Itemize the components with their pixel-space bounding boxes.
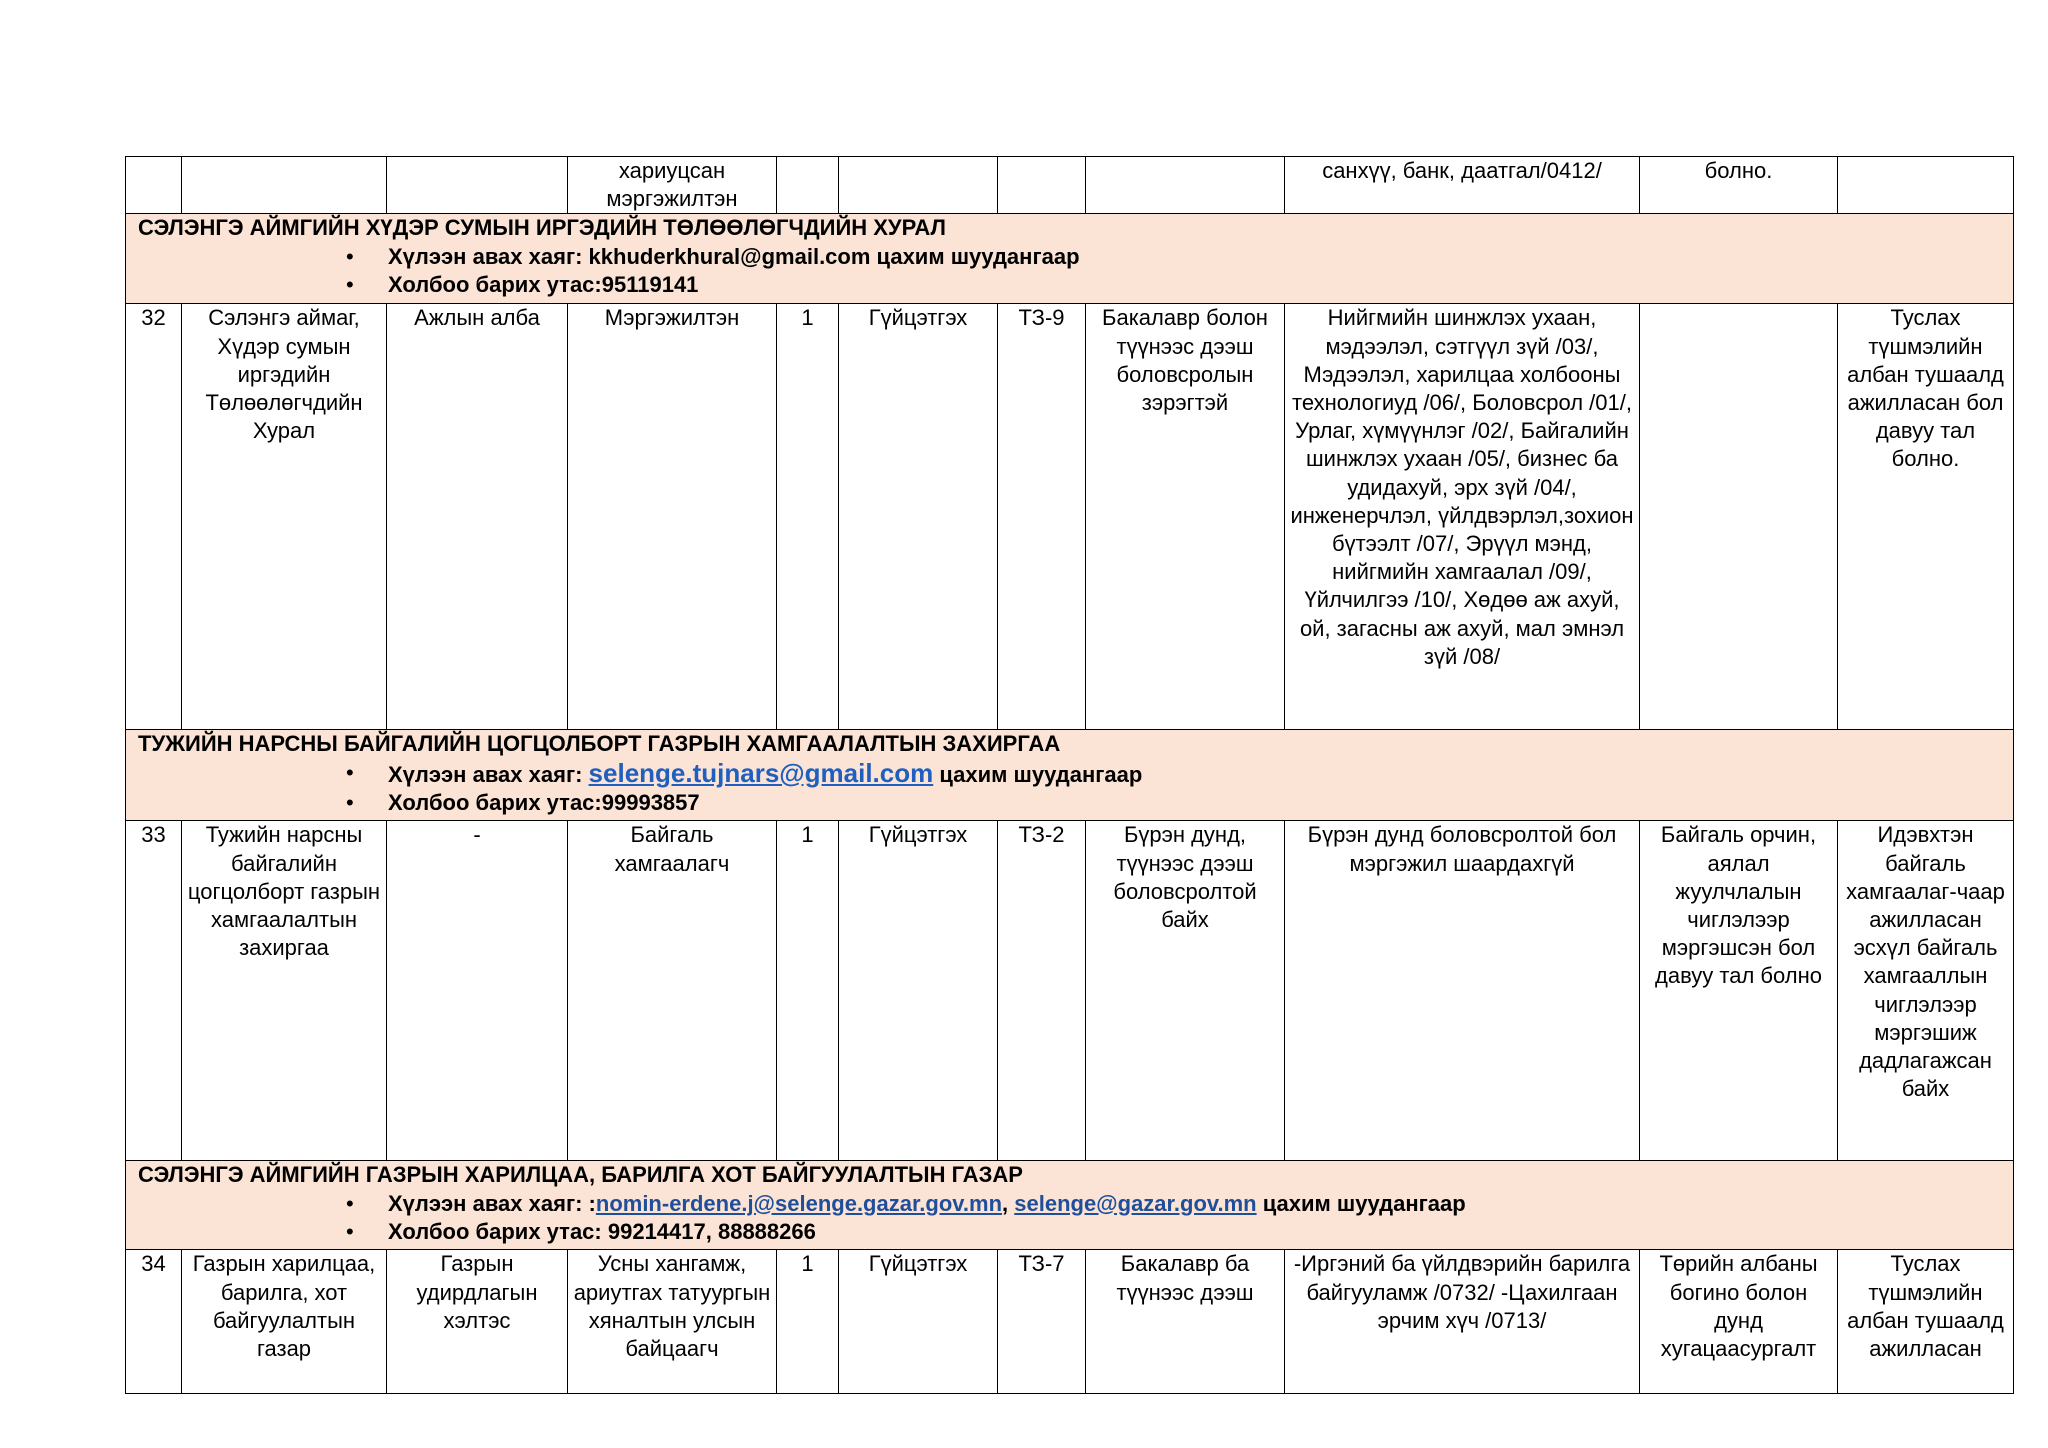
cell-unit: Ажлын алба xyxy=(387,304,568,730)
cell-position: хариуцсан мэргэжилтэн xyxy=(568,157,777,214)
cell-count: 1 xyxy=(777,1250,839,1394)
cell-unit: Газрын удирдлагын хэлтэс xyxy=(387,1250,568,1394)
cell-position: Мэргэжилтэн xyxy=(568,304,777,730)
cell-unit xyxy=(387,157,568,214)
email-separator: , xyxy=(1002,1190,1015,1216)
cell-profession: санхүү, банк, даатгал/0412/ xyxy=(1285,157,1640,214)
email-line xyxy=(388,759,2003,789)
cell-position: Усны хангамж, ариутгах татуургын хяналтын улсын байцаагч xyxy=(568,1250,777,1394)
section-header-cell xyxy=(126,730,2014,821)
cell-num: 32 xyxy=(126,304,182,730)
email-line xyxy=(388,1190,2003,1218)
cell-num: 34 xyxy=(126,1250,182,1394)
phone-line: • Холбоо барих утас:95119141 xyxy=(388,271,2003,299)
table-row xyxy=(126,821,2014,1161)
email-label: Хүлээн авах хаяг: : xyxy=(388,1190,596,1216)
phone-line: • Холбоо барих утас:99993857 xyxy=(388,789,2003,817)
cell-training: Байгаль орчин, аялал жуулчлалын чиглэлээр мэргэшсэн бол давуу тал болно xyxy=(1640,821,1838,1161)
cell-rank: ТЗ-7 xyxy=(998,1250,1086,1394)
cell-education xyxy=(1086,157,1285,214)
cell-org: Сэлэнгэ аймаг, Хүдэр сумын иргэдийн Төлөөлөгчдийн Хурал xyxy=(182,304,387,730)
cell-additional: Идэвхтэн байгаль хамгаалаг-чаар ажилласан эсхүл байгаль хамгааллын чиглэлээр мэргэшиж дадлагажсан байх xyxy=(1838,821,2014,1161)
cell-education: Бакалавр болон түүнээс дээш боловсролын зэрэгтэй xyxy=(1086,304,1285,730)
email-line xyxy=(388,243,2003,271)
email-suffix: цахим шуудангаар xyxy=(870,243,1080,269)
cell-profession: Нийгмийн шинжлэх ухаан, мэдээлэл, сэтгүүл зүй /03/, Мэдээлэл, харилцаа холбооны технологиуд /06/, Боловсрол /01/, Урлаг, хүмүүнлэг /02/, Байгалийн шинжлэх ухаан /05/, бизнес ба удидахуй, эрх зүй /04/, инженерчлэл, үйлдвэрлэл,зохион бүтээлт /07/, Эрүүл мэнд, нийгмийн хамгаалал /09/, Үйлчилгээ /10/, Хөдөө аж ахуй, ой, загасны аж ахуй, мал эмнэл зүй /08/ xyxy=(1285,304,1640,730)
contact-list xyxy=(138,1190,2003,1246)
cell-education: Бүрэн дунд, түүнээс дээш боловсролтой байх xyxy=(1086,821,1285,1161)
cell-profession: Бүрэн дунд боловсролтой бол мэргэжил шаардахгүй xyxy=(1285,821,1640,1161)
cell-count: 1 xyxy=(777,304,839,730)
email-address[interactable]: kkhuderkhural@gmail.com xyxy=(588,243,871,269)
section-header-cell xyxy=(126,214,2014,304)
contact-list xyxy=(138,243,2003,299)
cell-count: 1 xyxy=(777,821,839,1161)
email-label: Хүлээн авах хаяг: xyxy=(388,761,589,787)
cell-training: болно. xyxy=(1640,157,1838,214)
cell-rank xyxy=(998,157,1086,214)
cell-education: Бакалавр ба түүнээс дээш xyxy=(1086,1250,1285,1394)
section-title: ТУЖИЙН НАРСНЫ БАЙГАЛИЙН ЦОГЦОЛБОРТ ГАЗРЫН ХАМГААЛАЛТЫН ЗАХИРГАА xyxy=(138,731,1061,757)
section-title: СЭЛЭНГЭ АЙМГИЙН ХҮДЭР СУМЫН ИРГЭДИЙН ТӨЛӨӨЛӨГЧДИЙН ХУРАЛ xyxy=(138,215,946,241)
email-label: Хүлээн авах хаяг: xyxy=(388,243,589,269)
cell-org: Тужийн нарсны байгалийн цогцолборт газрын хамгаалалтын захиргаа xyxy=(182,821,387,1161)
phone-line: • Холбоо барих утас: 99214417, 88888266 xyxy=(388,1218,2003,1246)
vacancy-table xyxy=(125,156,2014,1394)
email-link[interactable]: selenge.tujnars@gmail.com xyxy=(588,757,934,788)
cell-rank: ТЗ-9 xyxy=(998,304,1086,730)
contact-list xyxy=(138,759,2003,817)
cell-category: Гүйцэтгэх xyxy=(839,821,998,1161)
cell-category xyxy=(839,157,998,214)
cell-training: Төрийн албаны богино болон дунд хугацаасургалт xyxy=(1640,1250,1838,1394)
cell-num xyxy=(126,157,182,214)
cell-position: Байгаль хамгаалагч xyxy=(568,821,777,1161)
cell-additional: Туслах түшмэлийн албан тушаалд ажилласан бол давуу тал болно. xyxy=(1838,304,2014,730)
table-row xyxy=(126,1250,2014,1394)
cell-additional: Туслах түшмэлийн албан тушаалд ажилласан xyxy=(1838,1250,2014,1394)
cell-training xyxy=(1640,304,1838,730)
cell-category: Гүйцэтгэх xyxy=(839,304,998,730)
cell-rank: ТЗ-2 xyxy=(998,821,1086,1161)
section-header xyxy=(126,214,2014,304)
section-header-cell xyxy=(126,1161,2014,1250)
email-link-secondary[interactable]: selenge@gazar.gov.mn xyxy=(1014,1190,1257,1216)
email-suffix: цахим шуудангаар xyxy=(1256,1190,1466,1216)
email-suffix: цахим шуудангаар xyxy=(933,761,1143,787)
cell-org: Газрын харилцаа, барилга, хот байгуулалтын газар xyxy=(182,1250,387,1394)
cell-unit: - xyxy=(387,821,568,1161)
section-header xyxy=(126,1161,2014,1250)
cell-count xyxy=(777,157,839,214)
section-title: СЭЛЭНГЭ АЙМГИЙН ГАЗРЫН ХАРИЛЦАА, БАРИЛГА ХОТ БАЙГУУЛАЛТЫН ГАЗАР xyxy=(138,1162,1023,1188)
cell-additional xyxy=(1838,157,2014,214)
cell-org xyxy=(182,157,387,214)
table-row xyxy=(126,157,2014,214)
cell-profession: -Иргэний ба үйлдвэрийн барилга байгууламж /0732/ -Цахилгаан эрчим хүч /0713/ xyxy=(1285,1250,1640,1394)
table-row xyxy=(126,304,2014,730)
section-header xyxy=(126,730,2014,821)
email-link[interactable]: nomin-erdene.j@selenge.gazar.gov.mn xyxy=(595,1190,1003,1216)
cell-category: Гүйцэтгэх xyxy=(839,1250,998,1394)
cell-num: 33 xyxy=(126,821,182,1161)
